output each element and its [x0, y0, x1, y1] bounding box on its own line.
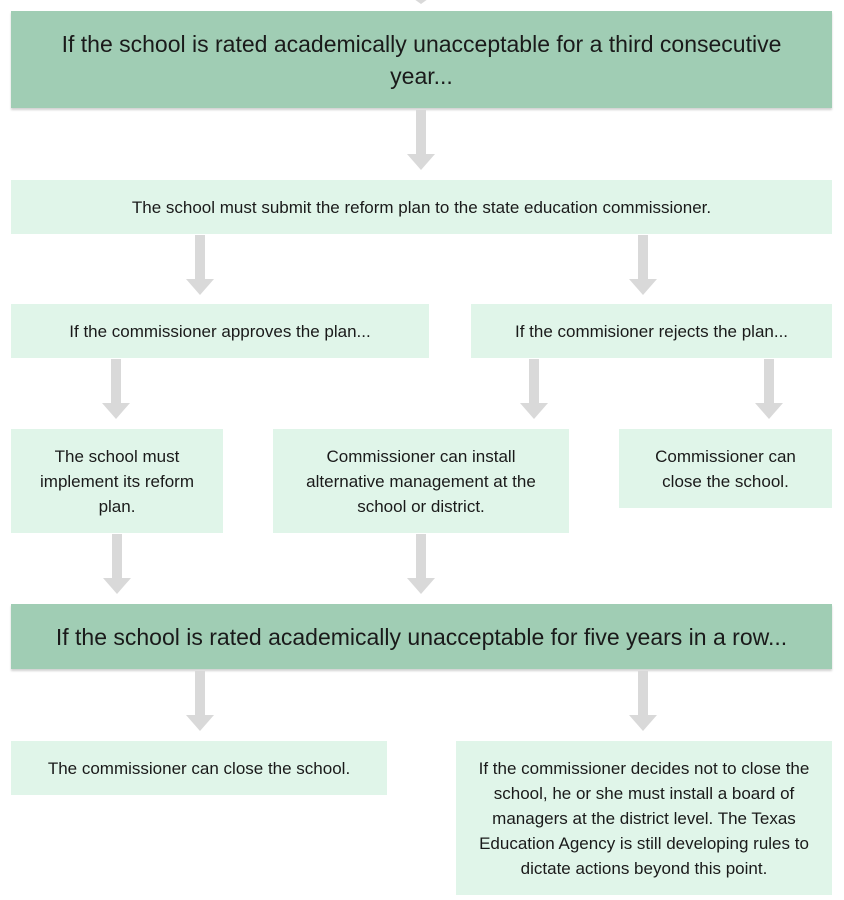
step-alternative-management	[273, 429, 569, 533]
header-five-years-text: If the school is rated academically unacceptable for five years in a row...	[55, 623, 788, 650]
arrow-down	[755, 359, 783, 419]
step-implement-reform-plan	[11, 429, 223, 533]
board-of-managers-text: If the commissioner decides not to close the school, he or she must install a board of managers at the district level. The Texas Education Agency is still developing rules to dictate actions beyond this point.	[478, 758, 810, 878]
close-school-2-text: The commissioner can close the school.	[47, 758, 351, 778]
step-commissioner-close-school	[619, 429, 832, 508]
step-commissioner-approves	[11, 304, 429, 358]
arrow-down	[407, 534, 435, 594]
arrow-down	[102, 359, 130, 419]
header-five-years-in-a-row	[11, 604, 832, 669]
arrow-down	[520, 359, 548, 419]
step-commissioner-rejects	[471, 304, 832, 358]
step-submit-reform-plan	[11, 180, 832, 234]
arrow-down	[407, 110, 435, 170]
step-commissioner-can-close-school	[11, 741, 387, 795]
header-third-consecutive-year	[11, 11, 832, 108]
close-school-1-text: Commissioner can close the school.	[655, 446, 796, 491]
arrow-down	[629, 671, 657, 731]
arrow-top-partial	[407, 0, 435, 4]
rejects-text: If the commisioner rejects the plan...	[514, 321, 789, 341]
arrow-down	[186, 671, 214, 731]
step-board-of-managers	[456, 741, 832, 895]
header-third-year-text: If the school is rated academically unacceptable for a third consecutive year...	[61, 30, 782, 89]
arrow-down	[186, 235, 214, 295]
arrow-down	[103, 534, 131, 594]
approves-text: If the commissioner approves the plan...	[69, 321, 371, 341]
implement-text: The school must implement its reform plan.	[40, 446, 194, 516]
submit-plan-text: The school must submit the reform plan to the state education commissioner.	[131, 197, 712, 217]
arrow-down	[629, 235, 657, 295]
alt-management-text: Commissioner can install alternative management at the school or district.	[306, 446, 536, 516]
